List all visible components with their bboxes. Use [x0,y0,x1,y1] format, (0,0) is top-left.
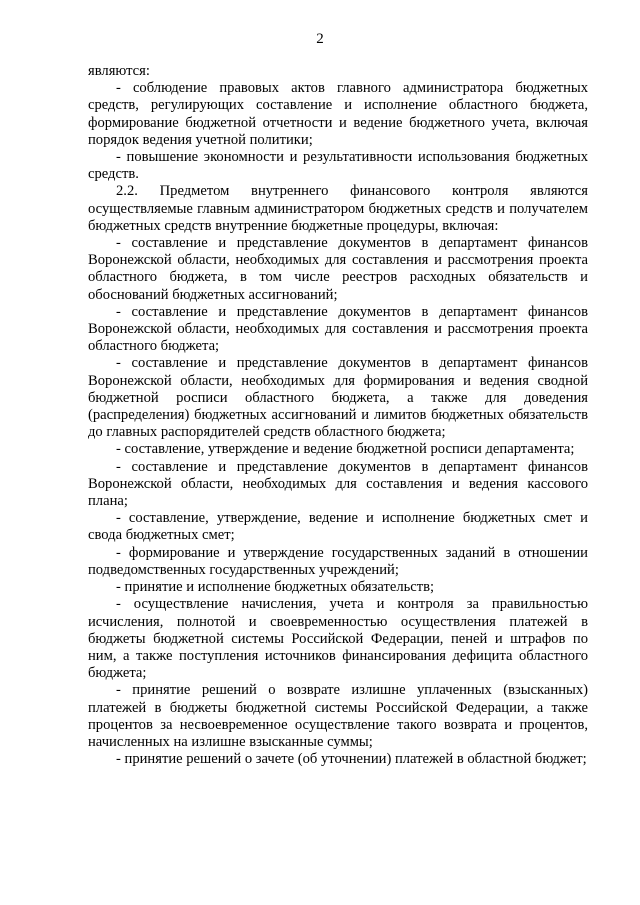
paragraph-continuation: являются: [88,63,150,79]
paragraph-item: - принятие решений о зачете (об уточнении) платежей в областной бюджет; [116,751,587,768]
paragraph-item: - составление, утверждение, ведение и исполнение бюджетных смет и свода бюджетных смет; [88,510,588,544]
paragraph-item: - составление и представление документов в департамент финансов Воронежской области, необходимых для формирования и ведения сводной бюджетной росписи областного бюджета, а также для доведения (распределения) бюджетных ассигнований и лимитов бюджетных обязательств до главных распорядителей средств областного бюджета; [88,355,588,441]
paragraph-item: - принятие и исполнение бюджетных обязательств; [116,579,435,596]
document-body [88,63,588,768]
paragraph-item: - составление и представление документов в департамент финансов Воронежской области, необходимых для составления и рассмотрения проекта областного бюджета; [88,303,588,355]
paragraph-item: - составление и представление документов в департамент финансов Воронежской области, необходимых для составления и ведения кассового плана; [88,458,588,510]
paragraph-item: - формирование и утверждение государственных заданий в отношении подведомственных государственных учреждений; [88,544,588,578]
paragraph-item: - принятие решений о возврате излишне уплаченных (взысканных) платежей в бюджеты бюджетной системы Российской Федерации, а также процентов за несвоевременное осуществление такого возврата и процентов, начисленных на излишне взысканные суммы; [88,682,588,750]
paragraph-item: - соблюдение правовых актов главного администратора бюджетных средств, регулирующих составление и исполнение областного бюджета, формирование бюджетной отчетности и ведение бюджетного учета, включая порядок ведения учетной политики; [88,80,588,148]
paragraph-item: - составление и представление документов в департамент финансов Воронежской области, необходимых для составления и рассмотрения проекта областного бюджета, в том числе реестров расходных обязательств и обоснований бюджетных ассигнований; [88,235,588,303]
paragraph-item: - осуществление начисления, учета и контроля за правильностью исчисления, полнотой и своевременностью осуществления платежей в бюджеты бюджетной системы Российской Федерации, пеней и штрафов по ним, а также поступления источников финансирования дефицита областного бюджета; [88,596,588,682]
paragraph-section-2-2: 2.2. Предметом внутреннего финансового контроля являются осуществляемые главным администратором бюджетных средств и получателем бюджетных средств внутренние бюджетные процедуры, включая: [88,183,588,234]
paragraph-item: - составление, утверждение и ведение бюджетной росписи департамента; [116,441,575,458]
page-number: 2 [316,31,324,47]
paragraph-item: - повышение экономности и результативности использования бюджетных средств. [88,149,588,183]
